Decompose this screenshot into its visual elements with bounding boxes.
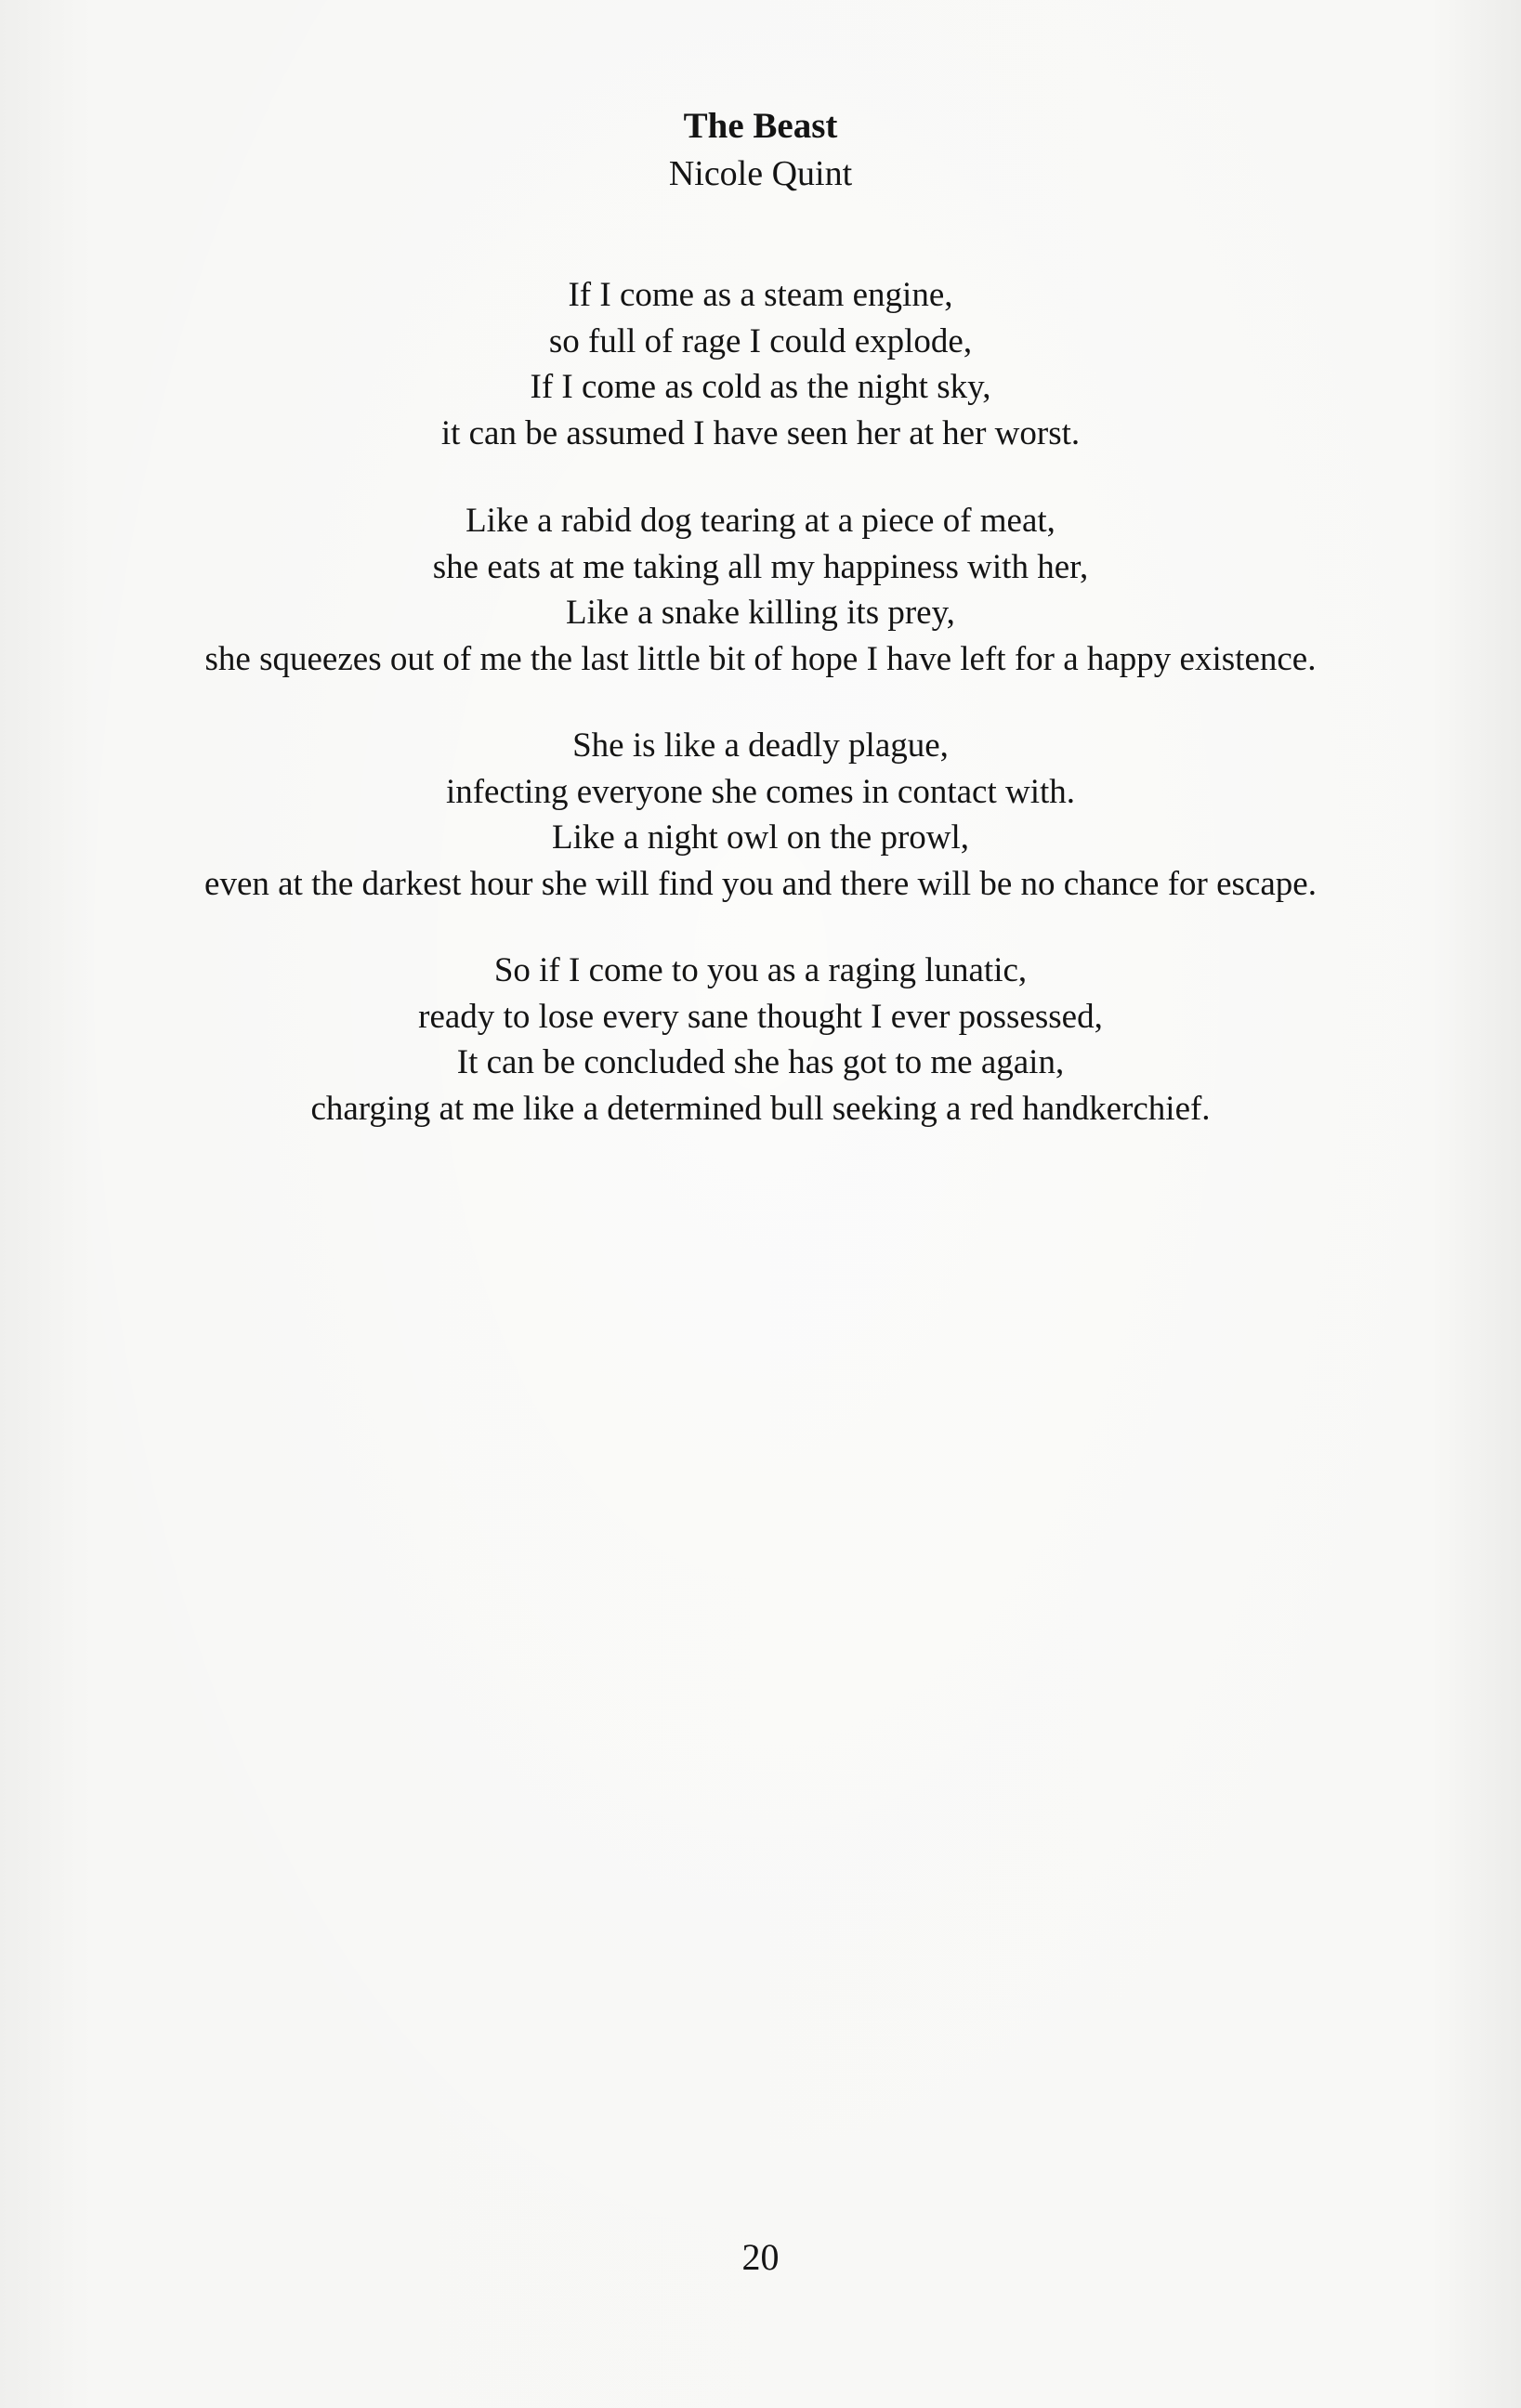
poem-line: she eats at me taking all my happiness with her, xyxy=(432,547,1089,586)
poem-line: charging at me like a determined bull seeking a red handkerchief. xyxy=(310,1089,1211,1128)
poem-line: infecting everyone she comes in contact with. xyxy=(445,772,1076,811)
poem-line: it can be assumed I have seen her at her worst. xyxy=(440,413,1081,452)
poem-line: Like a night owl on the prowl, xyxy=(551,818,970,857)
stanza-3 xyxy=(0,723,1521,907)
poem-line: Like a rabid dog tearing at a piece of meat, xyxy=(465,502,1056,540)
page-number: 20 xyxy=(741,2236,780,2278)
poem-line: If I come as cold as the night sky, xyxy=(530,368,991,406)
poem-line: Like a snake killing its prey, xyxy=(566,594,955,632)
poem-line: ready to lose every sane thought I ever possessed, xyxy=(418,997,1103,1036)
poem-line: so full of rage I could explode, xyxy=(548,321,973,360)
poem-line: It can be concluded she has got to me again, xyxy=(456,1043,1065,1081)
poem-line: even at the darkest hour she will find you and there will be no chance for escape. xyxy=(204,864,1317,903)
poem-line: she squeezes out of me the last little bit of hope I have left for a happy existence. xyxy=(204,639,1317,678)
poem-line: So if I come to you as a raging lunatic, xyxy=(493,951,1028,989)
stanza-2 xyxy=(0,498,1521,682)
poem-author: Nicole Quint xyxy=(668,154,853,193)
poem xyxy=(0,102,1521,1132)
stanza-4 xyxy=(0,948,1521,1132)
poem-line: If I come as a steam engine, xyxy=(568,276,953,314)
poem-line: She is like a deadly plague, xyxy=(572,726,949,765)
stanza-1 xyxy=(0,272,1521,456)
poem-title: The Beast xyxy=(683,106,838,146)
